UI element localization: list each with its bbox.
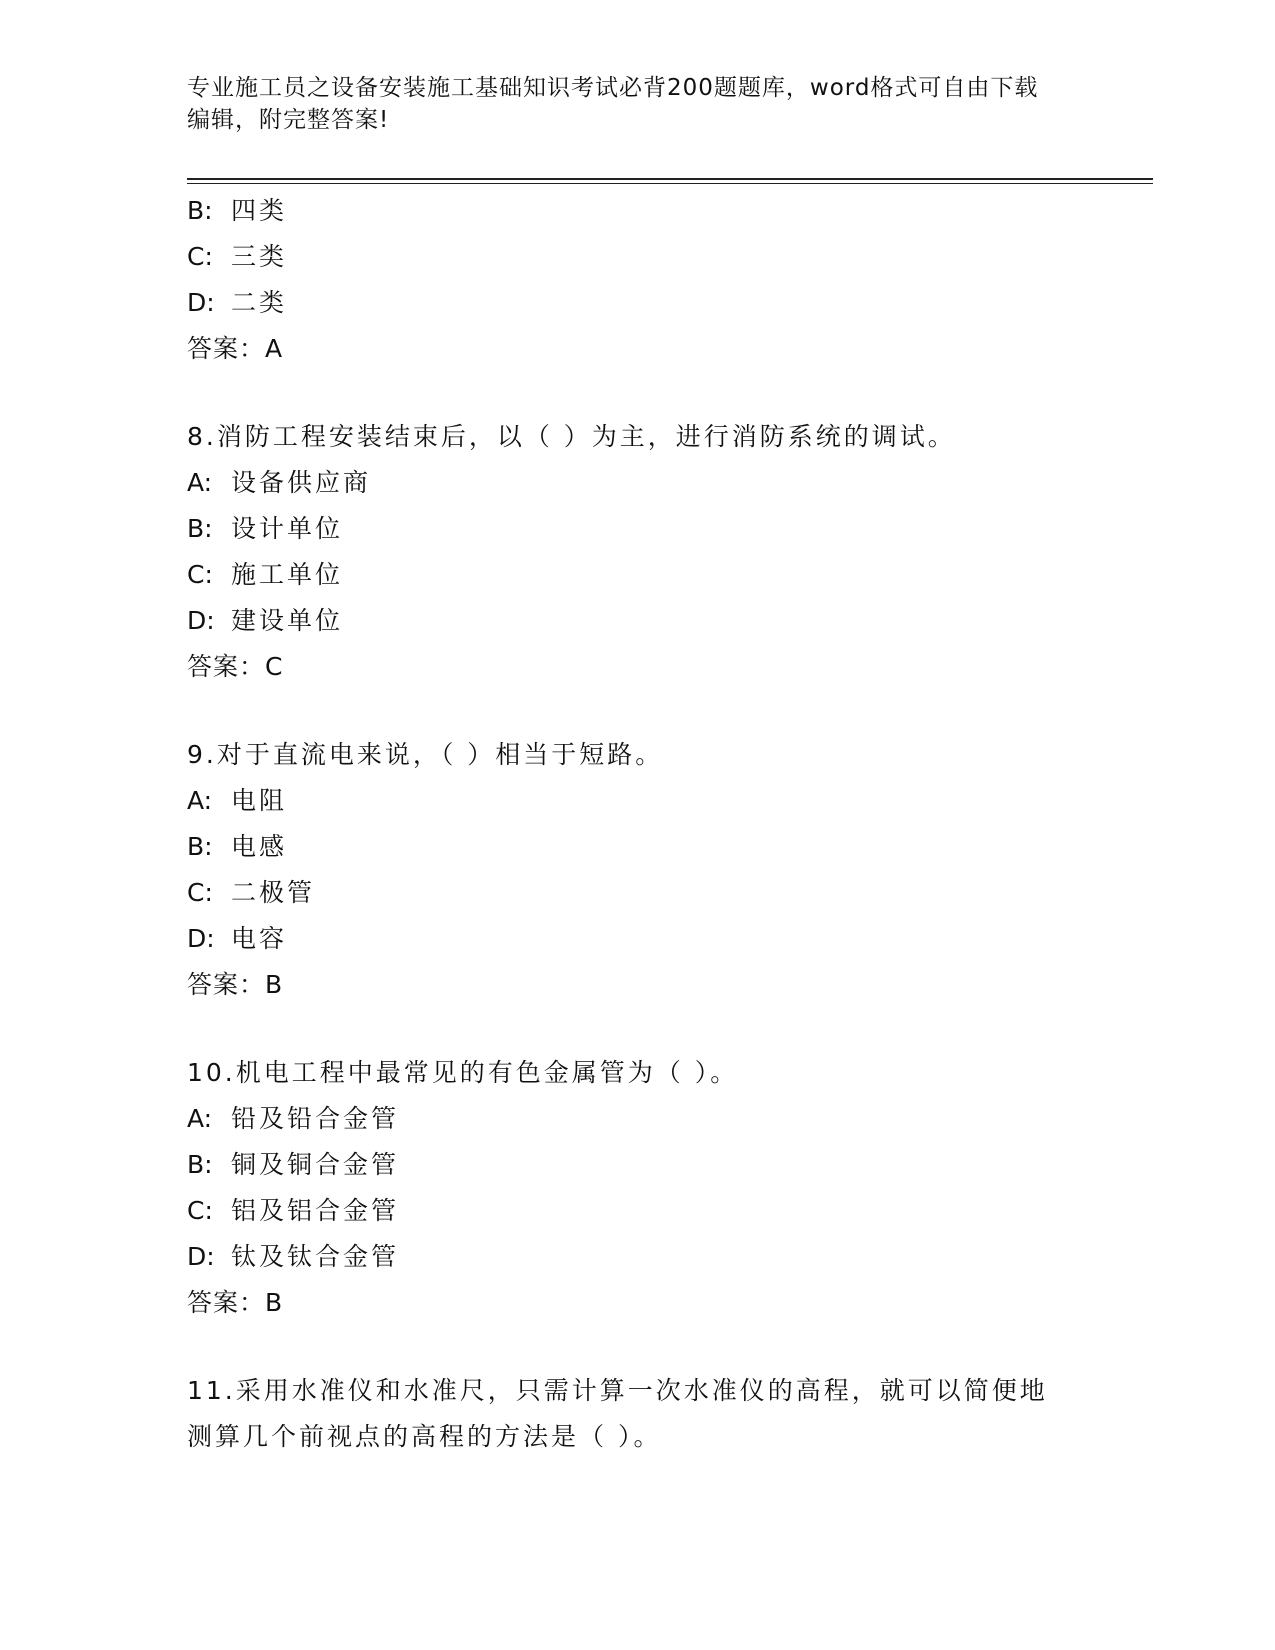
option-c: C: 铝及铝合金管 <box>187 1196 400 1225</box>
question-stem: 10.机电工程中最常见的有色金属管为（ ）。 <box>187 1058 739 1087</box>
answer-line: 答案：C <box>187 652 284 681</box>
header-divider-thick <box>187 178 1153 180</box>
header-line-2: 编辑，附完整答案! <box>187 107 390 133</box>
option-b: B: 四类 <box>187 196 288 225</box>
answer-line: 答案：A <box>187 334 284 363</box>
question-8 <box>187 414 1127 690</box>
question-stem: 9.对于直流电来说，（ ）相当于短路。 <box>187 740 664 769</box>
option-b: B: 铜及铜合金管 <box>187 1150 400 1179</box>
option-d: D: 电容 <box>187 924 288 953</box>
question-10 <box>187 1050 1127 1326</box>
question-9 <box>187 732 1127 1008</box>
option-d: D: 二类 <box>187 288 288 317</box>
question-11 <box>187 1368 1127 1460</box>
header-divider-thin <box>187 183 1153 184</box>
header-line-1: 专业施工员之设备安装施工基础知识考试必背200题题库，word格式可自由下载 <box>187 75 1039 101</box>
option-b: B: 设计单位 <box>187 514 344 543</box>
option-a: A: 电阻 <box>187 786 288 815</box>
question-list <box>187 188 1127 1460</box>
option-d: D: 建设单位 <box>187 606 344 635</box>
question-stem-line-2: 测算几个前视点的高程的方法是（ ）。 <box>187 1422 662 1451</box>
document-header <box>187 72 1087 136</box>
question-stem-line-1: 11.采用水准仪和水准尺，只需计算一次水准仪的高程，就可以简便地 <box>187 1376 1048 1405</box>
option-c: C: 二极管 <box>187 878 316 907</box>
option-c: C: 施工单位 <box>187 560 344 589</box>
option-a: A: 铅及铅合金管 <box>187 1104 400 1133</box>
option-d: D: 钛及钛合金管 <box>187 1242 400 1271</box>
question-7-continued <box>187 188 1127 372</box>
option-b: B: 电感 <box>187 832 288 861</box>
question-stem: 8.消防工程安装结束后，以（ ）为主，进行消防系统的调试。 <box>187 422 956 451</box>
option-c: C: 三类 <box>187 242 288 271</box>
answer-line: 答案：B <box>187 1288 284 1317</box>
option-a: A: 设备供应商 <box>187 468 372 497</box>
answer-line: 答案：B <box>187 970 284 999</box>
